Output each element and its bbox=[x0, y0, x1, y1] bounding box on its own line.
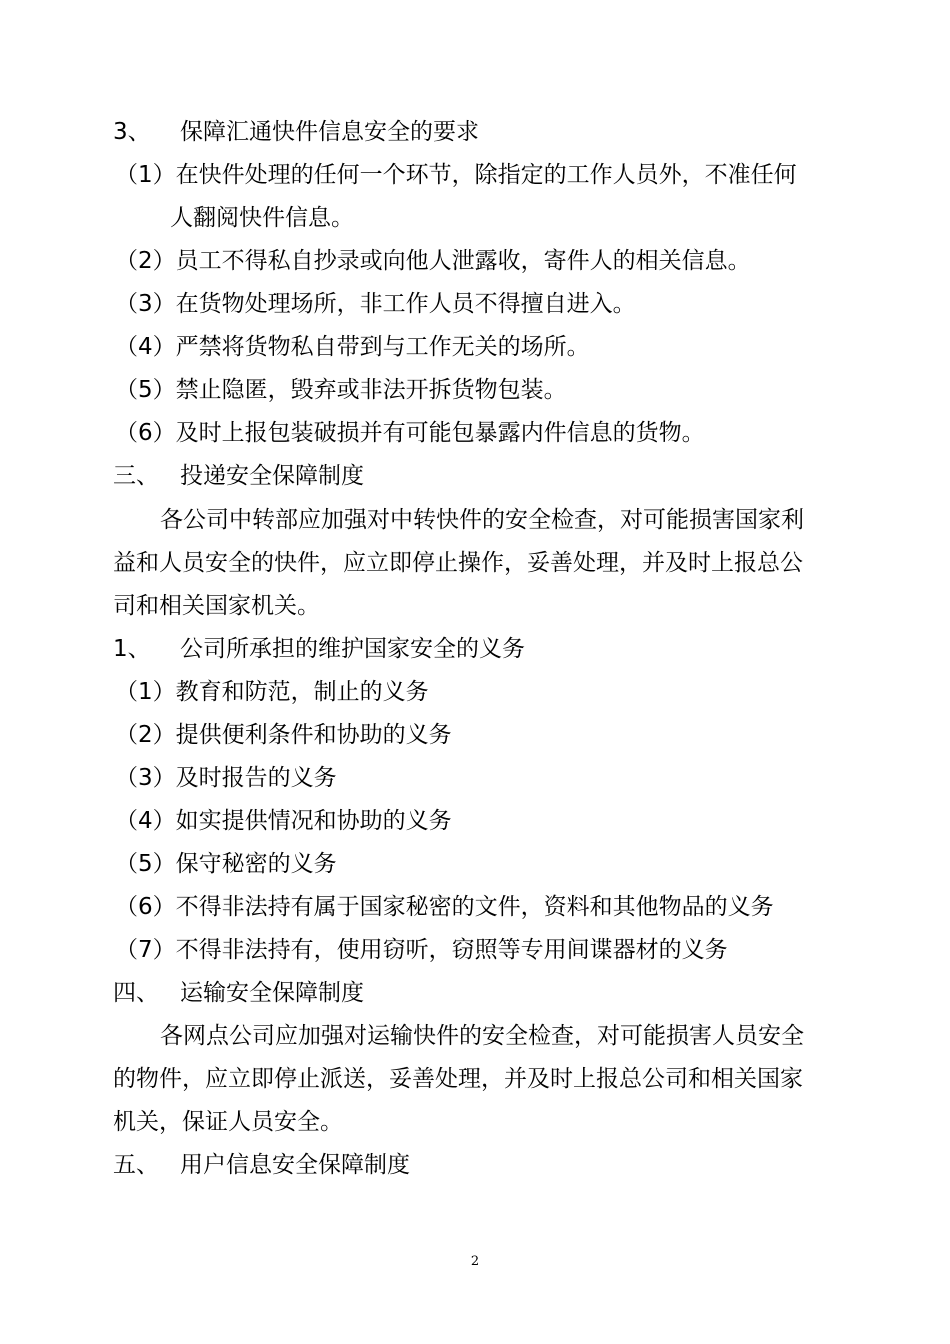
section-number: 3、 bbox=[113, 119, 151, 145]
paragraph-line: 机关，保证人员安全。 bbox=[113, 1109, 343, 1135]
section-number: 四、 bbox=[113, 980, 159, 1006]
section-heading: 用户信息安全保障制度 bbox=[180, 1152, 410, 1178]
list-item: （7）不得非法持有，使用窃听，窃照等专用间谍器材的义务 bbox=[115, 937, 728, 963]
paragraph-line: 益和人员安全的快件，应立即停止操作，妥善处理，并及时上报总公 bbox=[113, 550, 803, 576]
section-number: 三、 bbox=[113, 463, 159, 489]
section-number: 五、 bbox=[113, 1152, 159, 1178]
list-item: （1）在快件处理的任何一个环节，除指定的工作人员外，不准任何 bbox=[115, 162, 797, 188]
paragraph-line: 各网点公司应加强对运输快件的安全检查，对可能损害人员安全 bbox=[160, 1023, 804, 1049]
page-number: 2 bbox=[470, 1254, 480, 1269]
list-item: （4）如实提供情况和协助的义务 bbox=[115, 808, 452, 834]
paragraph-line: 的物件，应立即停止派送，妥善处理，并及时上报总公司和相关国家 bbox=[113, 1066, 803, 1092]
list-item: （2）员工不得私自抄录或向他人泄露收，寄件人的相关信息。 bbox=[115, 248, 751, 274]
list-item: （5）保守秘密的义务 bbox=[115, 851, 337, 877]
list-item: （6）及时上报包装破损并有可能包暴露内件信息的货物。 bbox=[115, 420, 705, 446]
section-heading: 公司所承担的维护国家安全的义务 bbox=[180, 636, 525, 662]
list-item: （6）不得非法持有属于国家秘密的文件，资料和其他物品的义务 bbox=[115, 894, 774, 920]
list-item: （3）在货物处理场所，非工作人员不得擅自进入。 bbox=[115, 291, 636, 317]
section-heading: 运输安全保障制度 bbox=[180, 980, 364, 1006]
section-heading: 保障汇通快件信息安全的要求 bbox=[180, 119, 479, 145]
section-number: 1、 bbox=[113, 636, 151, 662]
list-item-continuation: 人翻阅快件信息。 bbox=[170, 205, 354, 231]
list-item: （2）提供便利条件和协助的义务 bbox=[115, 722, 452, 748]
section-heading: 投递安全保障制度 bbox=[180, 463, 364, 489]
paragraph-line: 各公司中转部应加强对中转快件的安全检查，对可能损害国家利 bbox=[160, 507, 804, 533]
list-item: （5）禁止隐匿，毁弃或非法开拆货物包装。 bbox=[115, 377, 567, 403]
list-item: （1）教育和防范，制止的义务 bbox=[115, 679, 429, 705]
paragraph-line: 司和相关国家机关。 bbox=[113, 593, 320, 619]
list-item: （4）严禁将货物私自带到与工作无关的场所。 bbox=[115, 334, 590, 360]
list-item: （3）及时报告的义务 bbox=[115, 765, 337, 791]
